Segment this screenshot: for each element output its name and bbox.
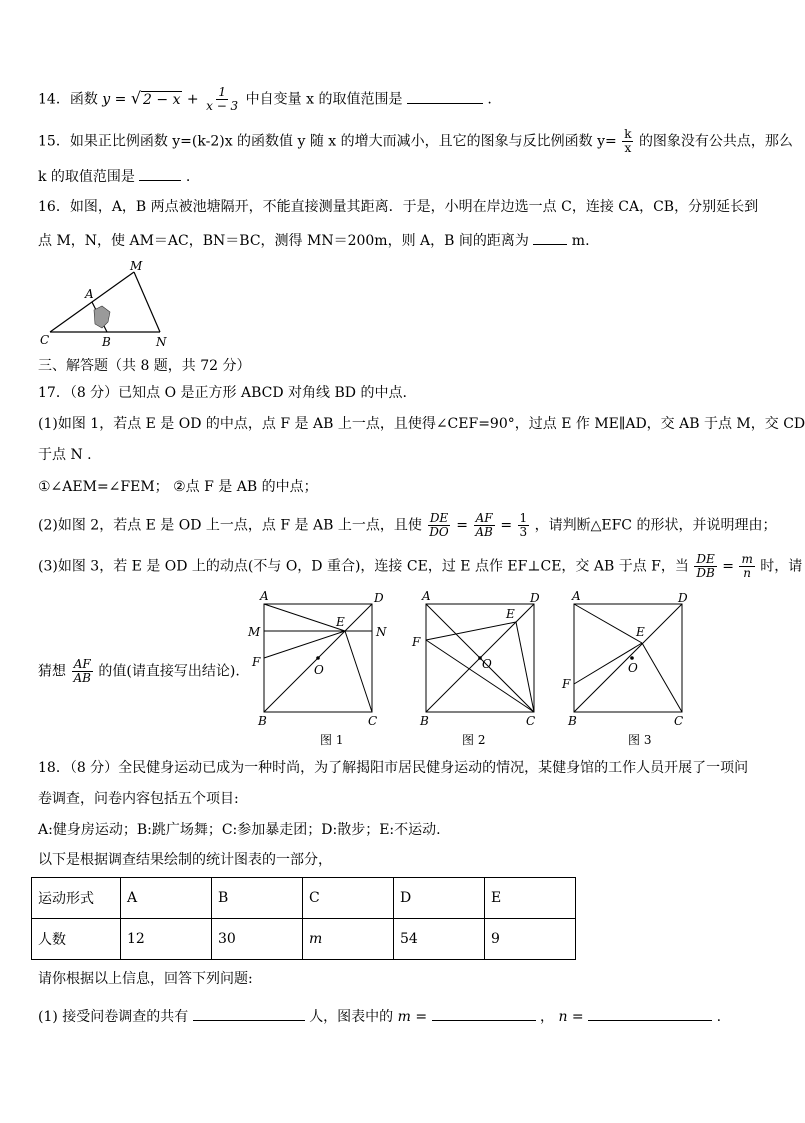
- q17-p1-line2: 于点 N .: [38, 447, 92, 463]
- label-N: N: [156, 335, 167, 349]
- table-cell: B: [212, 878, 303, 919]
- svg-text:O: O: [482, 657, 492, 671]
- q14-number: 14．函数: [38, 91, 98, 108]
- q14-plus: +: [186, 91, 199, 108]
- svg-text:D: D: [678, 591, 688, 605]
- survey-table: [31, 877, 576, 960]
- q18-line4: 以下是根据调查结果绘制的统计图表的一部分，: [38, 852, 332, 868]
- q17-p1-line3: ①∠AEM=∠FEM； ②点 F 是 AB 的中点；: [38, 479, 318, 495]
- q16-line2: 点 M，N，使 AM＝AC，BN＝BC，测得 MN＝200m，则 A，B 间的距离为 m.: [38, 228, 590, 251]
- svg-text:B: B: [420, 714, 429, 728]
- q17-figure-3: [556, 588, 706, 752]
- svg-text:E: E: [336, 615, 345, 629]
- svg-text:D: D: [374, 591, 384, 605]
- table-cell: A: [121, 878, 212, 919]
- q18-total-blank[interactable]: [193, 1004, 305, 1021]
- table-row: [32, 878, 576, 919]
- q14-line: 14．函数 y = √ 2 − x + $\frac{1}{x - 3}$ 中自变量 x 的取值范围是 .: [38, 85, 492, 113]
- q14-fraction: $\frac{1}{x - 3}$: [206, 85, 239, 113]
- fig3-caption: 图 3: [628, 733, 652, 747]
- section-heading: 三、解答题（共 8 题，共 72 分）: [38, 358, 251, 374]
- fig2-caption: 图 2: [462, 733, 486, 747]
- svg-text:M: M: [248, 625, 261, 639]
- table-cell: 9: [485, 919, 576, 960]
- label-C: C: [40, 333, 50, 347]
- q17-p2-line: (2)如图 2，若点 E 是 OD 上一点，点 F 是 AB 上一点，且使 $\frac{DE}{DO}$ = $\frac{AF}{AB}$ = $\frac{1}{3}$ ，请判断△EFC 的形状，并说明理由；: [38, 511, 777, 539]
- label-M: M: [130, 259, 143, 273]
- table-cell: C: [303, 878, 394, 919]
- q15-line2: k 的取值范围是 .: [38, 164, 190, 187]
- table-cell: D: [394, 878, 485, 919]
- table-cell: 人数: [32, 919, 121, 960]
- q16-line1: 16．如图，A，B 两点被池塘隔开，不能直接测量其距离．于是，小明在岸边选一点 C，连接 CA，CB，分别延长到: [38, 199, 759, 215]
- q18-line2: 卷调查，问卷内容包括五个项目:: [38, 791, 239, 807]
- svg-text:C: C: [368, 714, 378, 728]
- svg-text:O: O: [314, 663, 324, 677]
- q15-line1: 15．如果正比例函数 y=(k-2)x 的函数值 y 随 x 的增大而减小，且它的图象与反比例函数 y= $\frac{k}{x}$ 的图象没有公共点，那么: [38, 127, 793, 155]
- svg-text:E: E: [506, 607, 515, 621]
- q15-answer-blank[interactable]: [139, 164, 181, 181]
- svg-text:E: E: [636, 625, 645, 639]
- table-cell: 运动形式: [32, 878, 121, 919]
- q18-line1: 18．（8 分）全民健身运动已成为一种时尚，为了解揭阳市居民健身运动的情况，某健身馆的工作人员开展了一项问: [38, 760, 749, 776]
- label-A: A: [85, 287, 94, 301]
- table-cell: m: [303, 919, 394, 960]
- table-cell: 54: [394, 919, 485, 960]
- q18-line5: 请你根据以上信息，回答下列问题:: [38, 971, 253, 987]
- svg-text:D: D: [530, 591, 540, 605]
- q18-n-blank[interactable]: [588, 1004, 712, 1021]
- q17-p3-guess: 猜想 $\frac{AF}{AB}$ 的值(请直接写出结论).: [38, 657, 240, 685]
- q14-text: 中自变量 x 的取值范围是: [245, 91, 403, 108]
- q17-p1-line1: (1)如图 1，若点 E 是 OD 的中点，点 F 是 AB 上一点，且使得∠CEF=90°，过点 E 作 ME∥AD，交 AB 于点 M，交 CD: [38, 416, 805, 432]
- svg-text:N: N: [376, 625, 387, 639]
- q14-y: y =: [102, 91, 127, 108]
- sqrt-sign: √: [130, 88, 142, 108]
- label-B: B: [102, 335, 111, 349]
- fig1-caption: 图 1: [320, 733, 344, 747]
- svg-text:F: F: [562, 677, 571, 691]
- q17-head: 17．（8 分）已知点 O 是正方形 ABCD 对角线 BD 的中点.: [38, 385, 407, 401]
- q18-line3: A:健身房运动；B:跳广场舞；C:参加暴走团；D:散步；E:不运动.: [38, 822, 441, 838]
- q17-figure-1: [246, 588, 396, 752]
- q14-answer-blank[interactable]: [407, 87, 483, 104]
- svg-text:C: C: [526, 714, 536, 728]
- svg-text:A: A: [260, 589, 269, 603]
- table-cell: 30: [212, 919, 303, 960]
- table-cell: 12: [121, 919, 212, 960]
- table-cell: E: [485, 878, 576, 919]
- svg-text:B: B: [258, 714, 267, 728]
- svg-text:C: C: [674, 714, 684, 728]
- table-row: [32, 919, 576, 960]
- q16-figure: [36, 260, 166, 350]
- svg-text:A: A: [422, 589, 431, 603]
- q17-p3-line: (3)如图 3，若 E 是 OD 上的动点(不与 O，D 重合)，连接 CE，过 E 点作 EF⊥CE，交 AB 于点 F，当 $\frac{DE}{DB}$ = $\frac{m}{n}$ 时，请: [38, 552, 803, 580]
- svg-text:B: B: [568, 714, 577, 728]
- q17-figure-2: [408, 588, 558, 752]
- svg-text:O: O: [628, 661, 638, 675]
- q14-sqrt-body: 2 − x: [143, 91, 181, 108]
- q15-fraction: $\frac{k}{x}$: [624, 127, 632, 155]
- q18-q1-line: (1) 接受问卷调查的共有 人，图表中的 m = ， n = .: [38, 1004, 721, 1027]
- pond-shape: [94, 306, 110, 328]
- q18-m-blank[interactable]: [432, 1004, 536, 1021]
- svg-text:A: A: [572, 589, 581, 603]
- svg-text:F: F: [412, 635, 421, 649]
- svg-text:F: F: [252, 655, 261, 669]
- q16-answer-blank[interactable]: [533, 228, 567, 245]
